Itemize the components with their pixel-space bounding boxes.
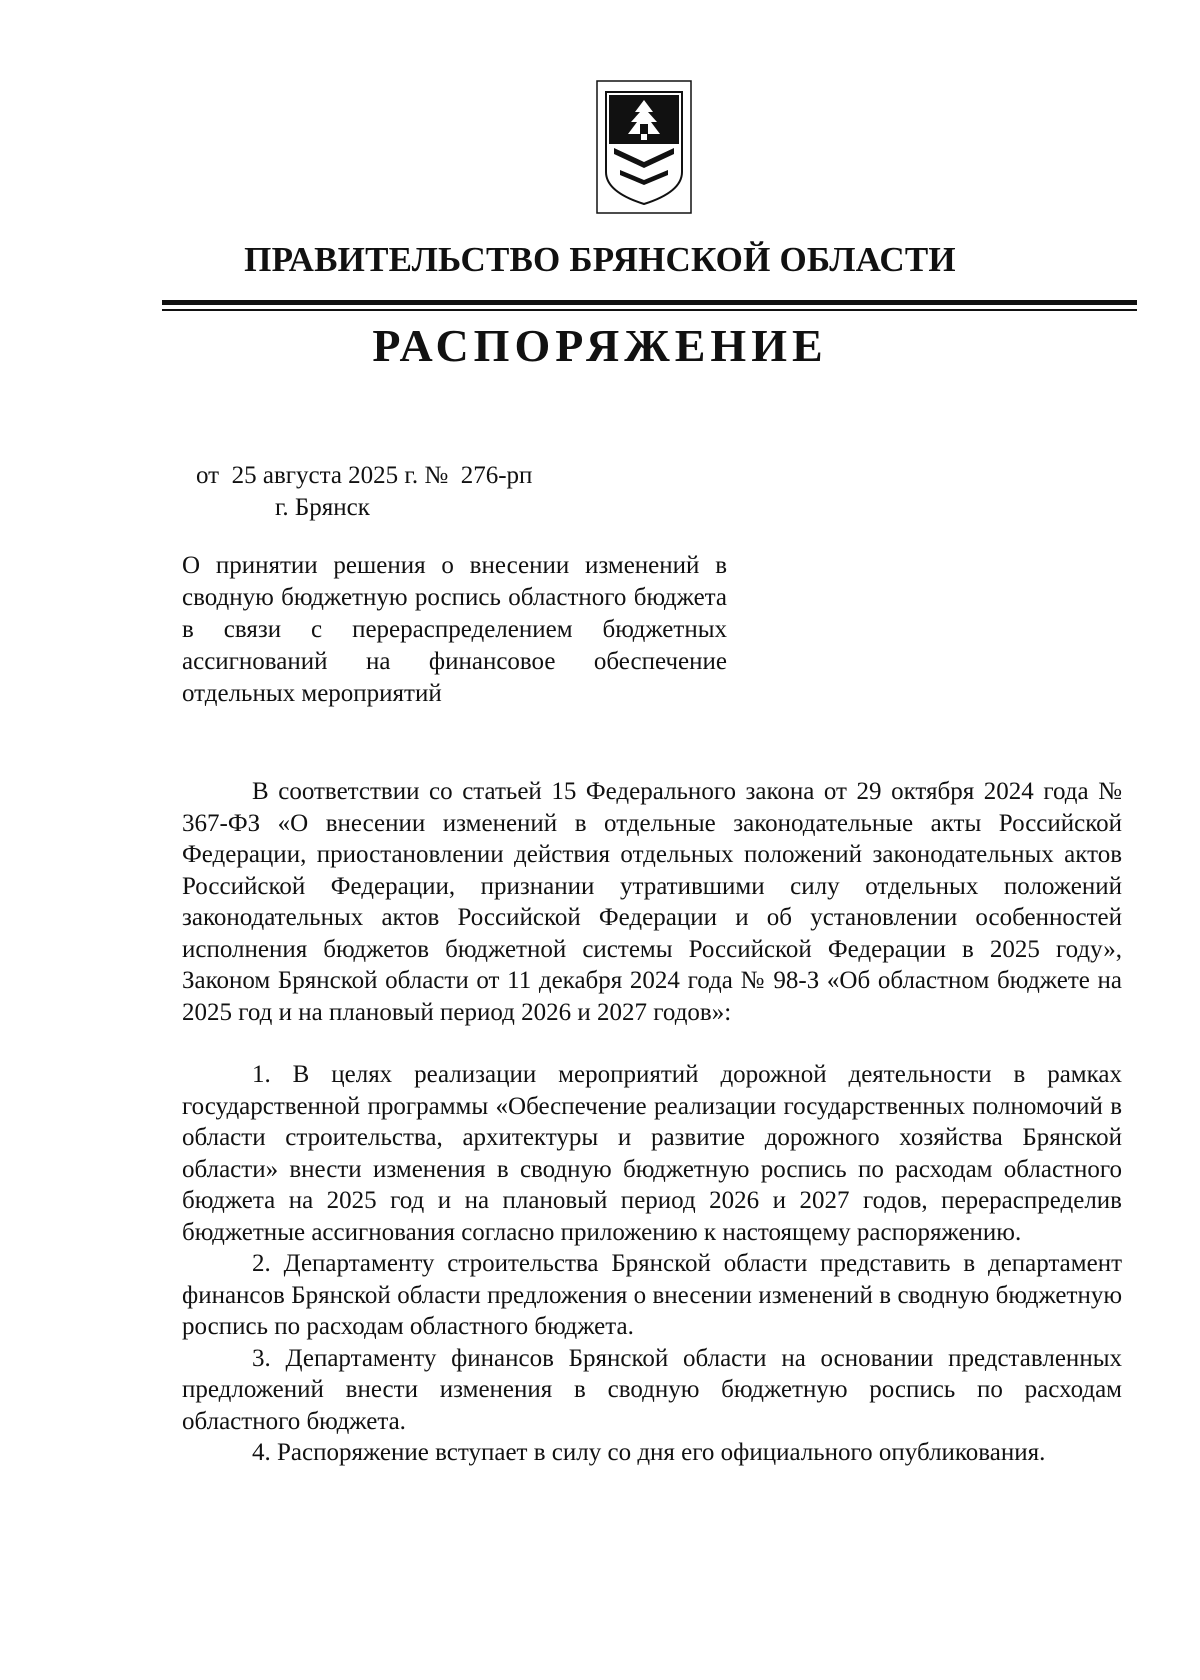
document-date-number: от 25 августа 2025 г. № 276-рп: [196, 462, 533, 489]
numbered-item-2: 2. Департаменту строительства Брянской области представить в департамент финансов Брянской области предложения о внесении изменений в сводную бюджетную роспись по расходам областного бюджета.: [182, 1250, 1122, 1340]
document-subject: О принятии решения о внесении изменений в сводную бюджетную роспись областного бюджета в связи с перераспределением бюджетных ассигнований на финансовое обеспечение отдельных мероприятий: [182, 552, 727, 707]
document-body: [182, 776, 1122, 1469]
numbered-item-3: 3. Департаменту финансов Брянской области на основании представленных предложений внести изменения в сводную бюджетную роспись по расходам областного бюджета.: [182, 1344, 1122, 1435]
header-divider-thin: [162, 309, 1137, 311]
document-type-title: РАСПОРЯЖЕНИЕ: [372, 320, 828, 371]
numbered-item-4: 4. Распоряжение вступает в силу со дня его официального опубликования.: [252, 1439, 1046, 1466]
organization-title: ПРАВИТЕЛЬСТВО БРЯНСКОЙ ОБЛАСТИ: [244, 240, 956, 279]
brynsk-coat-of-arms-icon: [596, 80, 692, 214]
preamble-paragraph: В соответствии со статьей 15 Федерального закона от 29 октября 2024 года № 367-ФЗ «О внесении изменений в отдельные законодательные акты Российской Федерации, приостановлении действия отдельных положений законодательных актов Российской Федерации, признании утратившими силу отдельных положений законодательных актов Российской Федерации и об установлении особенностей исполнения бюджетов бюджетной системы Российской Федерации в 2025 году», Законом Брянской области от 11 декабря 2024 года № 98-З «Об областном бюджете на 2025 год и на плановый период 2026 и 2027 годов»:: [182, 778, 1122, 1026]
numbered-item-1: 1. В целях реализации мероприятий дорожной деятельности в рамках государственной программы «Обеспечение реализации государственных полномочий в области строительства, архитектуры и развитие дорожного хозяйства Брянской области» внести изменения в сводную бюджетную роспись по расходам областного бюджета на 2025 год и на плановый период 2026 и 2027 годов, перераспределив бюджетные ассигнования согласно приложению к настоящему распоряжению.: [182, 1061, 1122, 1246]
header-divider-thick: [162, 300, 1137, 305]
document-city: г. Брянск: [275, 494, 370, 521]
